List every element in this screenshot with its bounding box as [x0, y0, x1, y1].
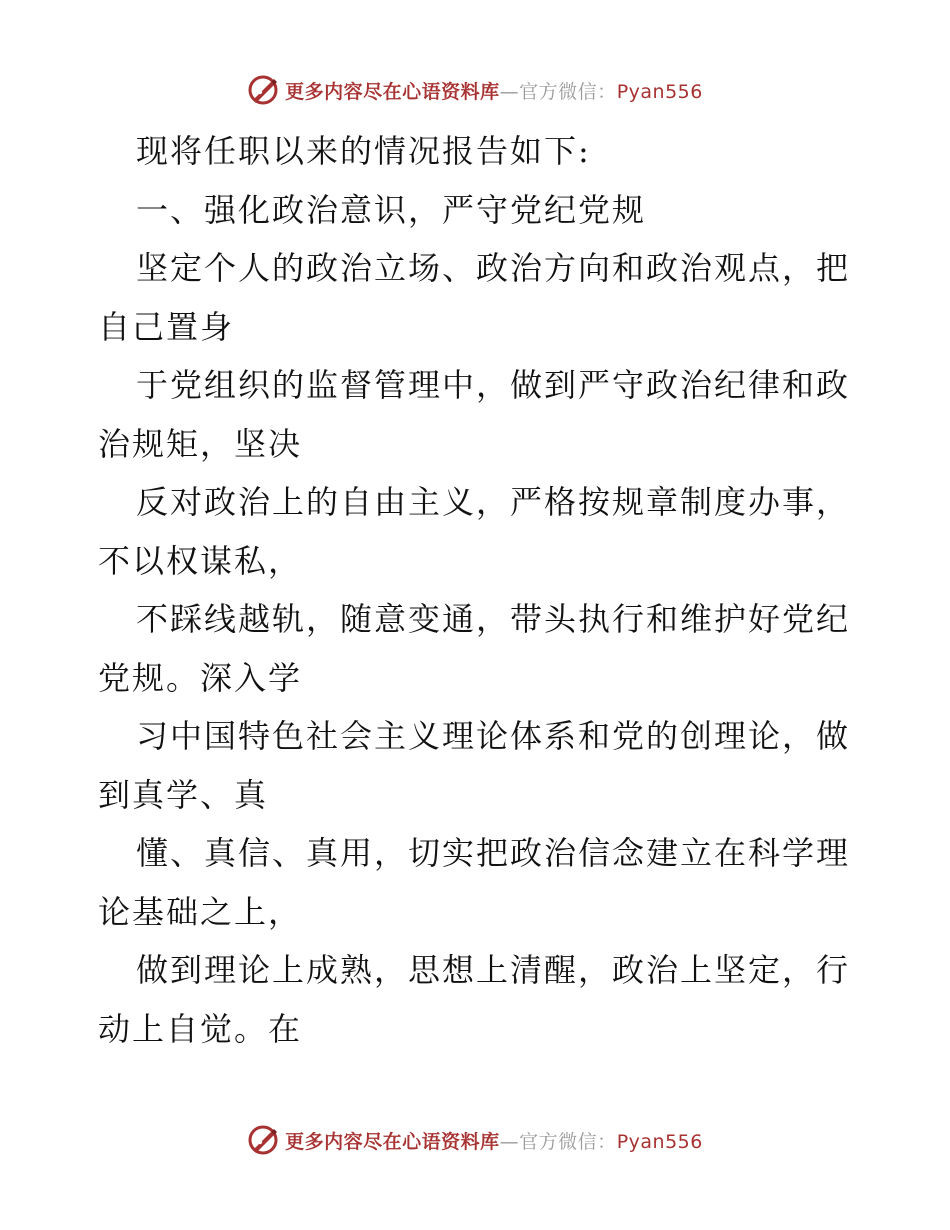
- section-heading: 一、强化政治意识，严守党纪党规: [136, 190, 647, 229]
- body-paragraph: 坚定个人的政治立场、政治方向和政治观点，把自己置身: [98, 249, 851, 346]
- document-body: [98, 122, 858, 1058]
- pen-logo-icon: [247, 74, 279, 106]
- banner-wechat-label: 官方微信：: [519, 80, 617, 103]
- banner-wechat-id: Pyan556: [616, 80, 703, 103]
- banner-separator: —: [499, 1130, 520, 1153]
- body-paragraph: 做到理论上成熟，思想上清醒，政治上坚定，行动上自觉。在: [98, 951, 851, 1048]
- banner-wechat-label: 官方微信：: [519, 1130, 617, 1153]
- pen-logo-icon: [247, 1124, 279, 1156]
- body-paragraph: 于党组织的监督管理中，做到严守政治纪律和政治规矩，坚决: [98, 366, 851, 463]
- body-line-intro: 现将任职以来的情况报告如下:: [136, 132, 591, 170]
- banner-wechat-id: Pyan556: [616, 1130, 703, 1153]
- body-paragraph: 懂、真信、真用，切实把政治信念建立在科学理论基础之上，: [98, 834, 851, 931]
- banner-main-text: 更多内容尽在心语资料库: [285, 1130, 500, 1153]
- body-paragraph: 习中国特色社会主义理论体系和党的创理论，做到真学、真: [98, 717, 851, 814]
- body-paragraph: 反对政治上的自由主义，严格按规章制度办事，不以权谋私，: [98, 483, 851, 580]
- footer-banner: [0, 1122, 950, 1158]
- banner-separator: —: [499, 80, 520, 103]
- body-paragraph: 不踩线越轨，随意变通，带头执行和维护好党纪党规。深入学: [98, 600, 851, 697]
- banner-main-text: 更多内容尽在心语资料库: [285, 80, 500, 103]
- header-banner: [0, 72, 950, 108]
